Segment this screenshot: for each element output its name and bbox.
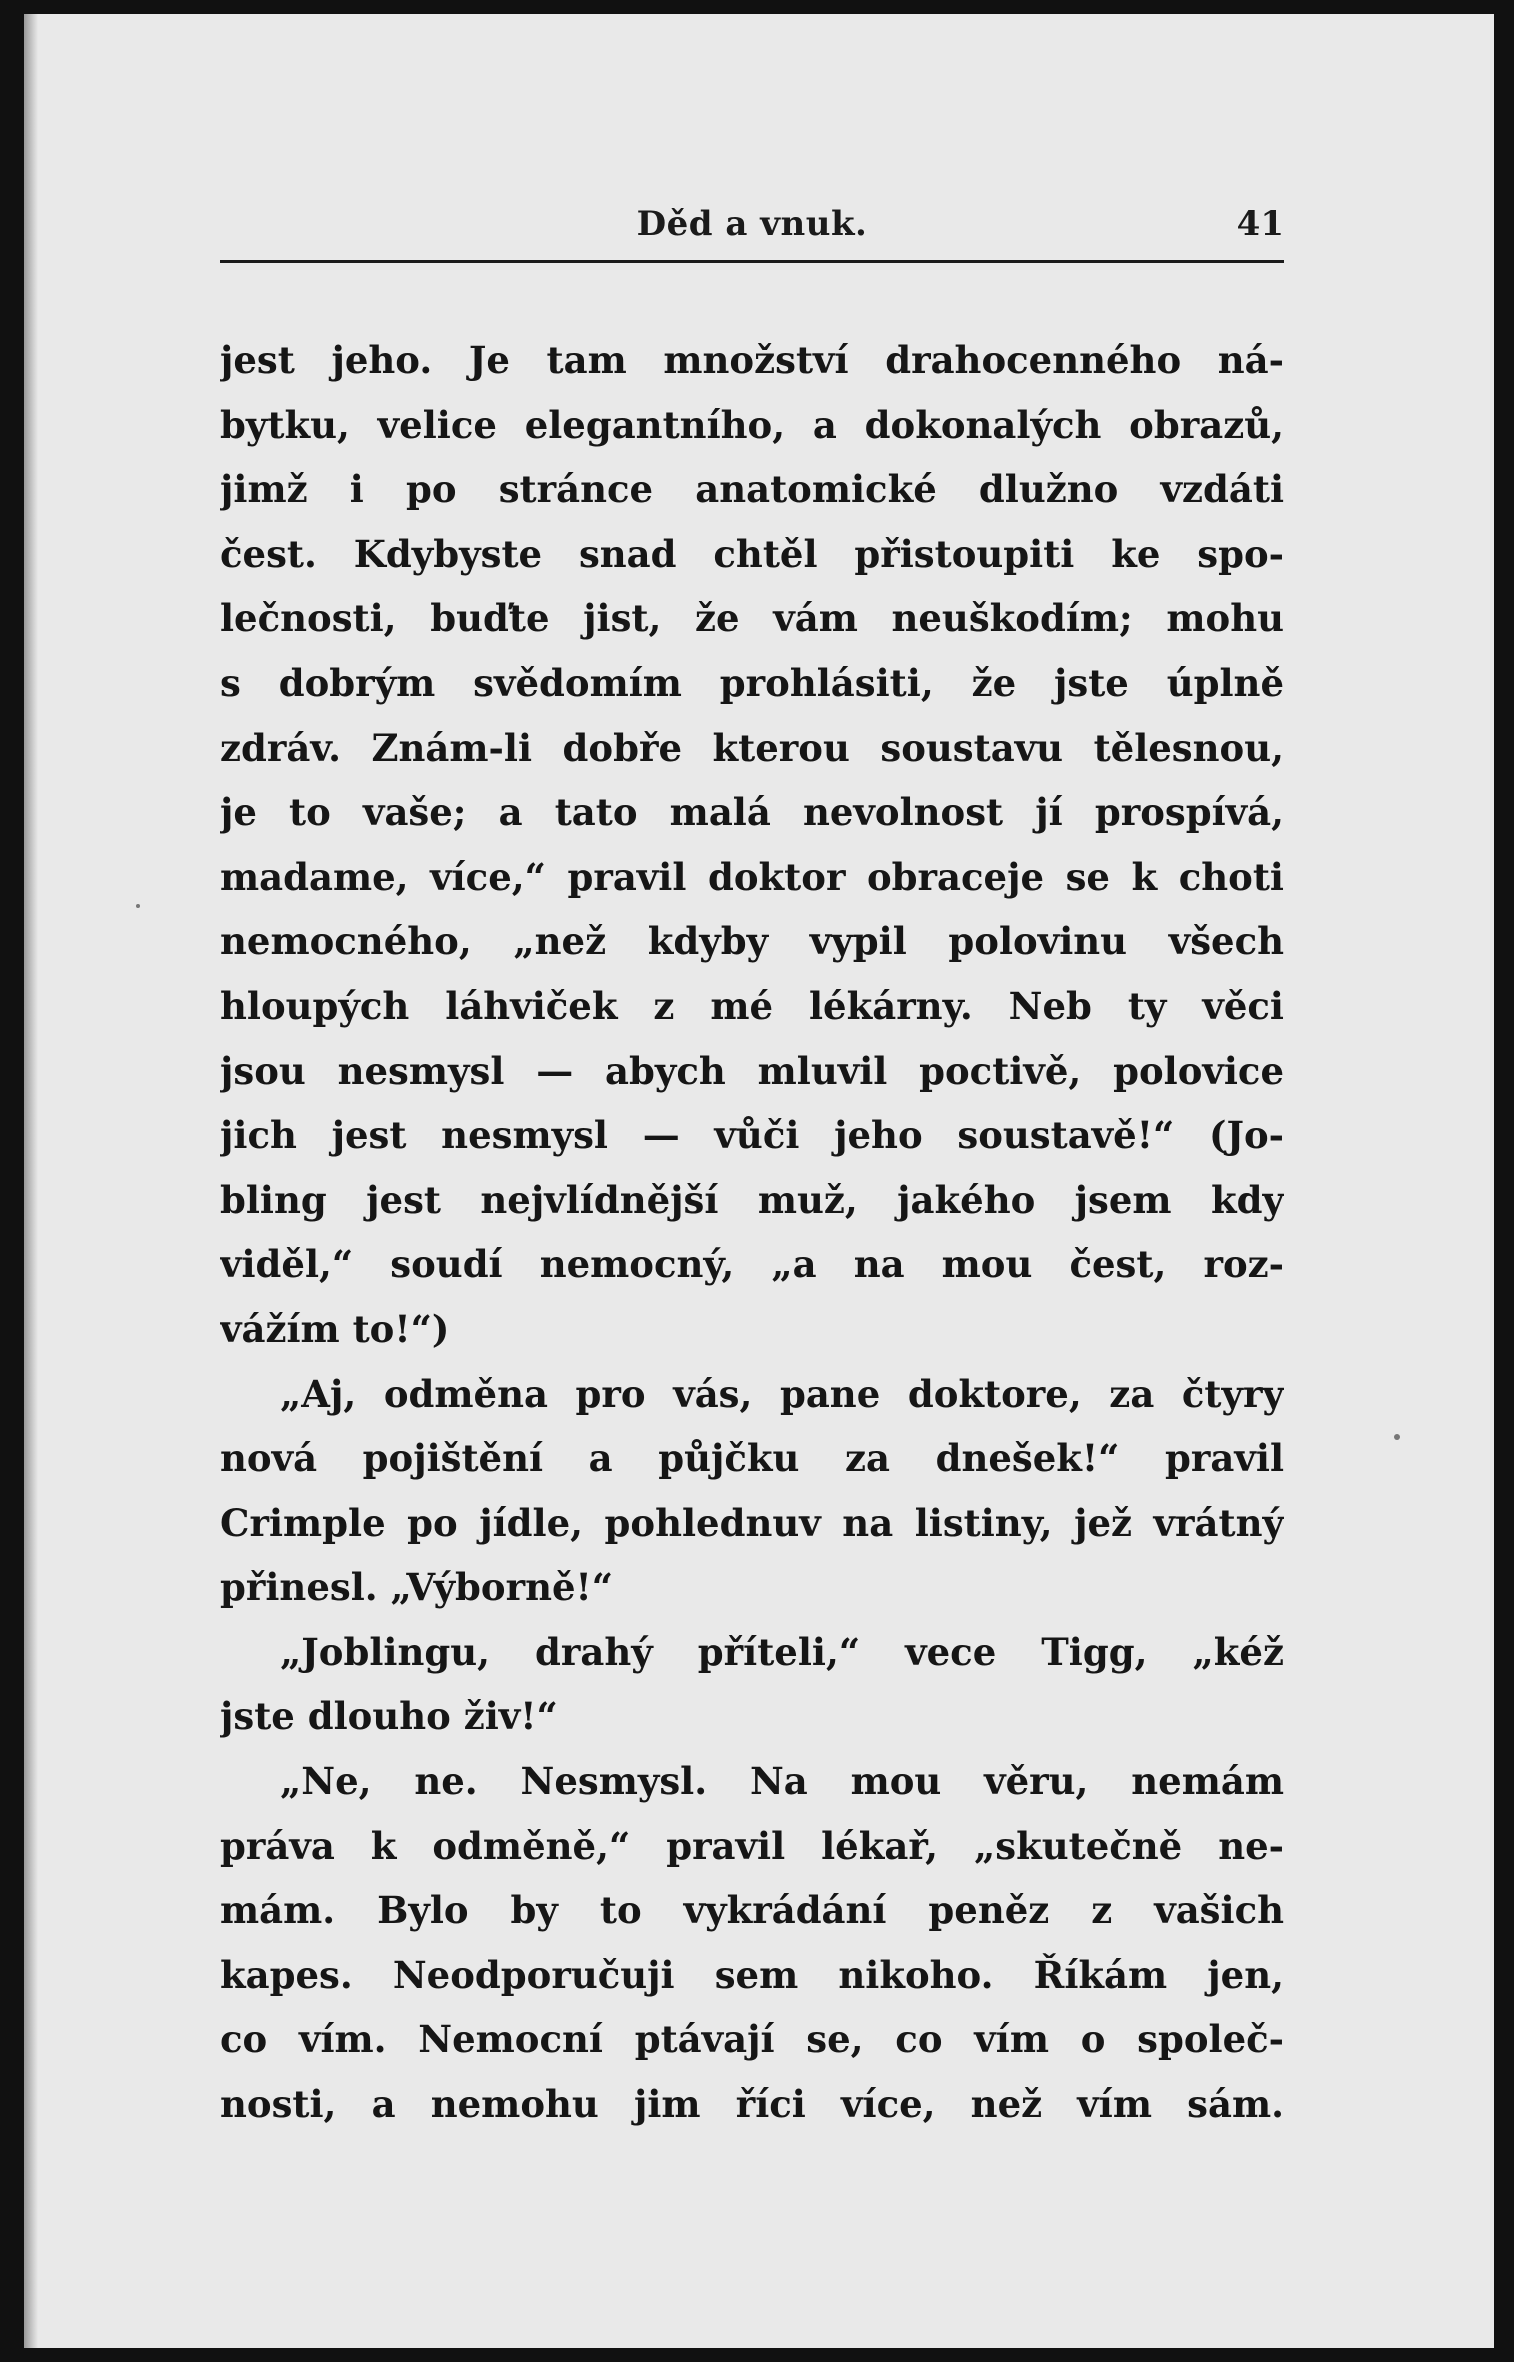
text-line-paragraph-end: vážím to!“) xyxy=(220,1306,450,1351)
text-line: nemocného, „než kdyby vypil polovinu všech xyxy=(220,919,1284,964)
text-line: čest. Kdybyste snad chtěl přistoupiti ke spo- xyxy=(220,531,1284,576)
text-line: bytku, velice elegantního, a dokonalých obrazů, xyxy=(220,402,1284,447)
text-line-paragraph-start: „Ne, ne. Nesmysl. Na mou věru, nemám xyxy=(280,1759,1284,1804)
text-line: Crimple po jídle, pohlednuv na listiny, jež vrátný xyxy=(220,1500,1284,1545)
body-text xyxy=(220,328,1284,2137)
header-rule xyxy=(220,260,1284,263)
text-line: mám. Bylo by to vykrádání peněz z vašich xyxy=(220,1888,1284,1933)
text-line: jich jest nesmysl — vůči jeho soustavě!“ (Jo- xyxy=(220,1113,1284,1158)
text-line-paragraph-end: jste dlouho živ!“ xyxy=(220,1694,558,1739)
text-line: jest jeho. Je tam množství drahocenného ná- xyxy=(220,338,1284,382)
text-line: jsou nesmysl — abych mluvil poctivě, polovice xyxy=(220,1048,1284,1093)
text-line: madame, více,“ pravil doktor obraceje se k choti xyxy=(220,854,1284,899)
paper-speck xyxy=(136,904,140,908)
text-line: práva k odměně,“ pravil lékař, „skutečně ne- xyxy=(220,1823,1284,1868)
text-line: nová pojištění a půjčku za dnešek!“ pravil xyxy=(220,1436,1284,1481)
page-edge-shadow xyxy=(24,14,38,2348)
text-line: co vím. Nemocní ptávají se, co vím o společ- xyxy=(220,2017,1284,2062)
text-line: bling jest nejvlídnější muž, jakého jsem kdy xyxy=(220,1177,1284,1222)
page-number: 41 xyxy=(1236,204,1284,244)
text-line: kapes. Neodporučuji sem nikoho. Říkám jen, xyxy=(220,1952,1284,1997)
text-line: s dobrým svědomím prohlásiti, že jste úplně xyxy=(220,660,1284,705)
text-line-paragraph-start: „Aj, odměna pro vás, pane doktore, za čtyry xyxy=(280,1371,1284,1416)
text-line-paragraph-end: přinesl. „Výborně!“ xyxy=(220,1565,614,1610)
book-page xyxy=(24,14,1494,2348)
text-line: viděl,“ soudí nemocný, „a na mou čest, roz- xyxy=(220,1242,1284,1287)
text-line: je to vaše; a tato malá nevolnost jí prospívá, xyxy=(220,790,1284,835)
text-line: jimž i po stránce anatomické dlužno vzdáti xyxy=(220,467,1284,512)
running-title: Děd a vnuk. xyxy=(636,204,868,244)
text-line: nosti, a nemohu jim říci více, než vím sám. xyxy=(220,2082,1284,2127)
page-header xyxy=(220,204,1284,254)
text-line: hloupých láhviček z mé lékárny. Neb ty věci xyxy=(220,983,1284,1028)
paper-speck xyxy=(1394,1434,1400,1440)
text-line-paragraph-start: „Joblingu, drahý příteli,“ vece Tigg, „kéž xyxy=(280,1629,1284,1674)
text-line: zdráv. Znám-li dobře kterou soustavu tělesnou, xyxy=(220,725,1284,770)
text-line: lečnosti, buďte jist, že vám neuškodím; mohu xyxy=(220,596,1284,641)
